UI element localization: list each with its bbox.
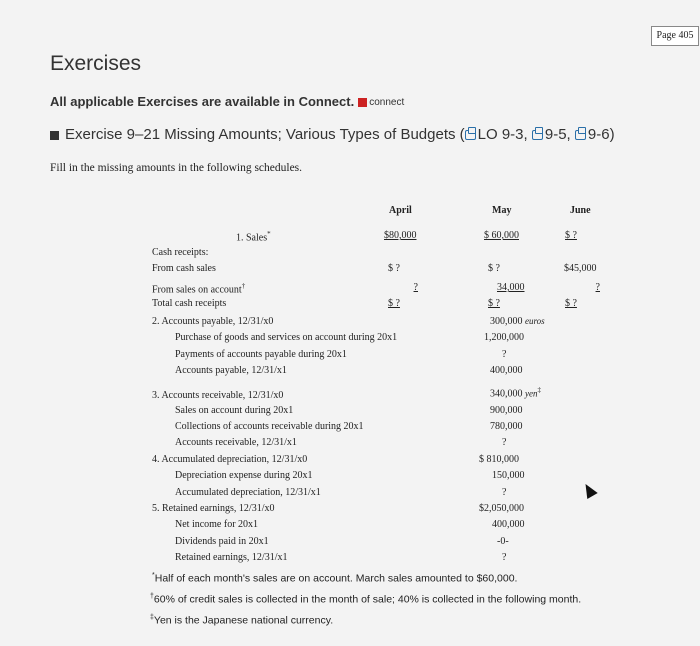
exercise-title-text: Exercise 9–21 Missing Amounts; Various Types of Budgets ( (65, 126, 465, 143)
footnote-1: *Half of each month's sales are on account. March sales amounted to $60,000. (152, 572, 518, 585)
connect-logo-label: connect (369, 96, 405, 108)
accumulated-depreciation-ending-label: Accumulated depreciation, 12/31/x1 (175, 487, 321, 498)
page-number-label: Page 405 (651, 26, 699, 46)
mouse-cursor-icon (580, 481, 597, 499)
sales-on-account-value: 900,000 (490, 405, 523, 416)
accounts-payable-value: 300,000 euros (490, 316, 545, 327)
purchases-value: 1,200,000 (484, 332, 524, 343)
column-header-april: April (389, 205, 412, 216)
from-cash-sales-may: $ ? (488, 263, 500, 274)
total-cash-receipts-label: Total cash receipts (152, 298, 227, 309)
from-sales-on-account-label: From sales on account† (152, 282, 246, 296)
lo-link-2[interactable]: 9-5, (544, 126, 571, 143)
exercise-title (50, 126, 615, 143)
sales-may: $ 60,000 (484, 230, 519, 241)
lo-link-3[interactable]: 9-6) (587, 126, 615, 143)
depreciation-expense-value: 150,000 (492, 470, 525, 481)
accounts-receivable-ending-label: Accounts receivable, 12/31/x1 (175, 437, 297, 448)
lo-link-1[interactable]: LO 9-3, (477, 126, 528, 143)
connect-note-text: All applicable Exercises are available in Connect. (50, 94, 355, 109)
bullet-square-icon (50, 131, 59, 140)
dividends-label: Dividends paid in 20x1 (175, 536, 269, 547)
accounts-payable-ending-label: Accounts payable, 12/31/x1 (175, 365, 287, 376)
accounts-receivable-value: 340,000 yen‡ (490, 386, 541, 400)
net-income-label: Net income for 20x1 (175, 519, 259, 530)
collections-label: Collections of accounts receivable during 20x1 (175, 421, 364, 432)
accumulated-depreciation-ending-value: ? (502, 487, 507, 498)
connect-note (50, 93, 404, 111)
retained-earnings-ending-label: Retained earnings, 12/31/x1 (175, 552, 288, 563)
accounts-receivable-label: 3. Accounts receivable, 12/31/x0 (152, 390, 284, 401)
lo-link-icon[interactable] (575, 130, 586, 140)
depreciation-expense-label: Depreciation expense during 20x1 (175, 470, 313, 481)
instruction-text: Fill in the missing amounts in the following schedules. (50, 162, 303, 174)
connect-logo-icon (358, 98, 367, 107)
from-sales-on-account-june: ? (595, 282, 600, 293)
lo-link-icon[interactable] (465, 130, 476, 140)
total-cash-receipts-june: $ ? (565, 298, 577, 309)
column-header-may: May (492, 205, 512, 216)
sales-label: 1. Sales* (236, 230, 271, 244)
collections-value: 780,000 (490, 421, 523, 432)
cash-receipts-label: Cash receipts: (152, 247, 209, 258)
sales-june: $ ? (565, 230, 577, 241)
lo-link-icon[interactable] (532, 130, 543, 140)
net-income-value: 400,000 (492, 519, 525, 530)
from-sales-on-account-may: 34,000 (497, 282, 525, 293)
from-sales-on-account-april: ? (413, 282, 418, 293)
footnote-2: †60% of credit sales is collected in the month of sale; 40% is collected in the following month. (150, 593, 582, 606)
dividends-value: -0- (497, 536, 509, 547)
payments-value: ? (502, 349, 507, 360)
accounts-payable-ending-value: 400,000 (490, 365, 523, 376)
retained-earnings-ending-value: ? (502, 552, 507, 563)
accumulated-depreciation-value: $ 810,000 (479, 454, 519, 465)
from-cash-sales-april: $ ? (388, 263, 400, 274)
retained-earnings-value: $2,050,000 (479, 503, 524, 514)
accumulated-depreciation-label: 4. Accumulated depreciation, 12/31/x0 (152, 454, 308, 465)
purchases-label: Purchase of goods and services on account during 20x1 (175, 332, 398, 343)
column-header-june: June (570, 205, 591, 216)
accounts-payable-label: 2. Accounts payable, 12/31/x0 (152, 316, 274, 327)
payments-label: Payments of accounts payable during 20x1 (175, 349, 347, 360)
retained-earnings-label: 5. Retained earnings, 12/31/x0 (152, 503, 275, 514)
footnote-3: ‡Yen is the Japanese national currency. (150, 614, 334, 627)
from-cash-sales-label: From cash sales (152, 263, 216, 274)
sales-april: $80,000 (384, 230, 417, 241)
section-heading: Exercises (50, 52, 142, 75)
total-cash-receipts-april: $ ? (388, 298, 400, 309)
from-cash-sales-june: $45,000 (564, 263, 597, 274)
total-cash-receipts-may: $ ? (488, 298, 500, 309)
sales-on-account-label: Sales on account during 20x1 (175, 405, 294, 416)
accounts-receivable-ending-value: ? (502, 437, 507, 448)
